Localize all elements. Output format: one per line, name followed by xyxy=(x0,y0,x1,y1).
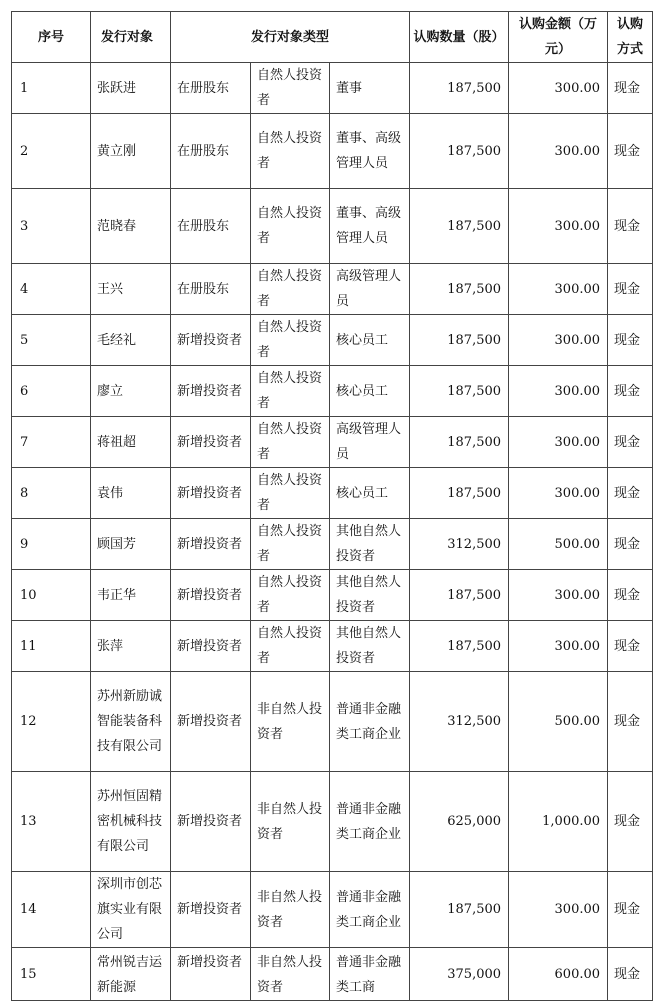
cell-quantity: 187,500 xyxy=(410,114,509,189)
cell-amount: 300.00 xyxy=(509,570,608,621)
cell-quantity: 187,500 xyxy=(410,189,509,264)
cell-method: 现金 xyxy=(608,417,653,468)
cell-name: 范晓春 xyxy=(91,189,171,264)
table-row xyxy=(12,772,653,872)
cell-method: 现金 xyxy=(608,570,653,621)
cell-investor: 自然人投资者 xyxy=(251,519,330,570)
table-row xyxy=(12,948,653,1001)
table-row xyxy=(12,672,653,772)
cell-category: 普通非金融类工商企业 xyxy=(330,672,410,772)
cell-amount: 300.00 xyxy=(509,189,608,264)
header-method: 认购方式 xyxy=(608,12,653,63)
cell-investor: 非自然人投资者 xyxy=(251,672,330,772)
cell-name: 毛经礼 xyxy=(91,315,171,366)
cell-investor: 非自然人投资者 xyxy=(251,772,330,872)
cell-quantity: 187,500 xyxy=(410,872,509,948)
cell-quantity: 187,500 xyxy=(410,468,509,519)
cell-investor: 自然人投资者 xyxy=(251,417,330,468)
table-row xyxy=(12,264,653,315)
cell-name: 常州锐吉运新能源 xyxy=(91,948,171,1001)
cell-investor: 自然人投资者 xyxy=(251,264,330,315)
cell-category: 高级管理人员 xyxy=(330,264,410,315)
table-row xyxy=(12,114,653,189)
cell-name: 顾国芳 xyxy=(91,519,171,570)
cell-category: 核心员工 xyxy=(330,468,410,519)
cell-holder: 新增投资者 xyxy=(171,672,251,772)
cell-holder: 新增投资者 xyxy=(171,872,251,948)
cell-holder: 新增投资者 xyxy=(171,315,251,366)
header-index: 序号 xyxy=(12,12,91,63)
cell-amount: 300.00 xyxy=(509,468,608,519)
cell-category: 普通非金融类工商 xyxy=(330,948,410,1001)
cell-amount: 500.00 xyxy=(509,672,608,772)
cell-holder: 新增投资者 xyxy=(171,621,251,672)
table-row xyxy=(12,417,653,468)
cell-quantity: 187,500 xyxy=(410,366,509,417)
cell-holder: 在册股东 xyxy=(171,189,251,264)
subscription-table xyxy=(11,11,653,1001)
cell-amount: 300.00 xyxy=(509,63,608,114)
cell-category: 董事、高级管理人员 xyxy=(330,189,410,264)
cell-method: 现金 xyxy=(608,114,653,189)
table-row xyxy=(12,519,653,570)
cell-amount: 300.00 xyxy=(509,264,608,315)
cell-no: 7 xyxy=(12,417,91,468)
cell-category: 其他自然人投资者 xyxy=(330,621,410,672)
cell-investor: 自然人投资者 xyxy=(251,63,330,114)
cell-quantity: 187,500 xyxy=(410,315,509,366)
table-row xyxy=(12,366,653,417)
cell-quantity: 187,500 xyxy=(410,264,509,315)
cell-no: 6 xyxy=(12,366,91,417)
header-quantity: 认购数量（股） xyxy=(410,12,509,63)
cell-holder: 新增投资者 xyxy=(171,772,251,872)
cell-category: 高级管理人员 xyxy=(330,417,410,468)
cell-name: 深圳市创芯旗实业有限公司 xyxy=(91,872,171,948)
cell-category: 普通非金融类工商企业 xyxy=(330,872,410,948)
cell-amount: 300.00 xyxy=(509,366,608,417)
cell-amount: 1,000.00 xyxy=(509,772,608,872)
cell-quantity: 625,000 xyxy=(410,772,509,872)
cell-quantity: 375,000 xyxy=(410,948,509,1001)
header-target: 发行对象 xyxy=(91,12,171,63)
cell-amount: 300.00 xyxy=(509,417,608,468)
cell-investor: 自然人投资者 xyxy=(251,366,330,417)
cell-category: 普通非金融类工商企业 xyxy=(330,772,410,872)
cell-name: 黄立刚 xyxy=(91,114,171,189)
table-row xyxy=(12,570,653,621)
cell-investor: 自然人投资者 xyxy=(251,315,330,366)
cell-no: 15 xyxy=(12,948,91,1001)
cell-no: 10 xyxy=(12,570,91,621)
cell-holder: 新增投资者 xyxy=(171,519,251,570)
cell-quantity: 187,500 xyxy=(410,621,509,672)
cell-quantity: 312,500 xyxy=(410,519,509,570)
cell-name: 蒋祖超 xyxy=(91,417,171,468)
cell-holder: 在册股东 xyxy=(171,114,251,189)
cell-category: 核心员工 xyxy=(330,315,410,366)
cell-category: 董事 xyxy=(330,63,410,114)
cell-holder: 在册股东 xyxy=(171,264,251,315)
cell-name: 苏州恒固精密机械科技有限公司 xyxy=(91,772,171,872)
cell-holder: 新增投资者 xyxy=(171,366,251,417)
cell-no: 11 xyxy=(12,621,91,672)
cell-no: 14 xyxy=(12,872,91,948)
cell-amount: 600.00 xyxy=(509,948,608,1001)
cell-investor: 自然人投资者 xyxy=(251,114,330,189)
cell-investor: 自然人投资者 xyxy=(251,468,330,519)
cell-method: 现金 xyxy=(608,315,653,366)
cell-name: 王兴 xyxy=(91,264,171,315)
cell-quantity: 187,500 xyxy=(410,63,509,114)
cell-method: 现金 xyxy=(608,63,653,114)
cell-method: 现金 xyxy=(608,264,653,315)
cell-amount: 300.00 xyxy=(509,114,608,189)
cell-quantity: 312,500 xyxy=(410,672,509,772)
cell-category: 核心员工 xyxy=(330,366,410,417)
cell-investor: 自然人投资者 xyxy=(251,189,330,264)
cell-name: 韦正华 xyxy=(91,570,171,621)
cell-holder: 新增投资者 xyxy=(171,948,251,1001)
header-amount: 认购金额（万元） xyxy=(509,12,608,63)
cell-holder: 在册股东 xyxy=(171,63,251,114)
cell-holder: 新增投资者 xyxy=(171,570,251,621)
cell-category: 其他自然人投资者 xyxy=(330,519,410,570)
cell-no: 5 xyxy=(12,315,91,366)
cell-name: 张萍 xyxy=(91,621,171,672)
table-row xyxy=(12,189,653,264)
cell-quantity: 187,500 xyxy=(410,417,509,468)
table-row xyxy=(12,621,653,672)
cell-method: 现金 xyxy=(608,519,653,570)
cell-no: 12 xyxy=(12,672,91,772)
cell-name: 袁伟 xyxy=(91,468,171,519)
cell-method: 现金 xyxy=(608,621,653,672)
cell-holder: 新增投资者 xyxy=(171,417,251,468)
cell-name: 廖立 xyxy=(91,366,171,417)
table-row xyxy=(12,315,653,366)
cell-method: 现金 xyxy=(608,189,653,264)
cell-method: 现金 xyxy=(608,468,653,519)
cell-no: 9 xyxy=(12,519,91,570)
header-target-type: 发行对象类型 xyxy=(171,12,410,63)
cell-no: 3 xyxy=(12,189,91,264)
table-header-row xyxy=(12,12,653,63)
cell-no: 2 xyxy=(12,114,91,189)
cell-investor: 自然人投资者 xyxy=(251,621,330,672)
table-row xyxy=(12,468,653,519)
cell-amount: 300.00 xyxy=(509,621,608,672)
cell-investor: 非自然人投资者 xyxy=(251,948,330,1001)
cell-no: 8 xyxy=(12,468,91,519)
cell-amount: 300.00 xyxy=(509,315,608,366)
cell-method: 现金 xyxy=(608,872,653,948)
cell-category: 其他自然人投资者 xyxy=(330,570,410,621)
cell-method: 现金 xyxy=(608,366,653,417)
cell-quantity: 187,500 xyxy=(410,570,509,621)
cell-amount: 500.00 xyxy=(509,519,608,570)
cell-investor: 自然人投资者 xyxy=(251,570,330,621)
cell-name: 苏州新励诚智能装备科技有限公司 xyxy=(91,672,171,772)
cell-no: 1 xyxy=(12,63,91,114)
cell-investor: 非自然人投资者 xyxy=(251,872,330,948)
document-page xyxy=(11,11,653,1001)
table-row xyxy=(12,872,653,948)
table-row xyxy=(12,63,653,114)
cell-name: 张跃进 xyxy=(91,63,171,114)
cell-holder: 新增投资者 xyxy=(171,468,251,519)
cell-no: 4 xyxy=(12,264,91,315)
cell-method: 现金 xyxy=(608,672,653,772)
cell-method: 现金 xyxy=(608,948,653,1001)
cell-category: 董事、高级管理人员 xyxy=(330,114,410,189)
cell-no: 13 xyxy=(12,772,91,872)
cell-method: 现金 xyxy=(608,772,653,872)
cell-amount: 300.00 xyxy=(509,872,608,948)
